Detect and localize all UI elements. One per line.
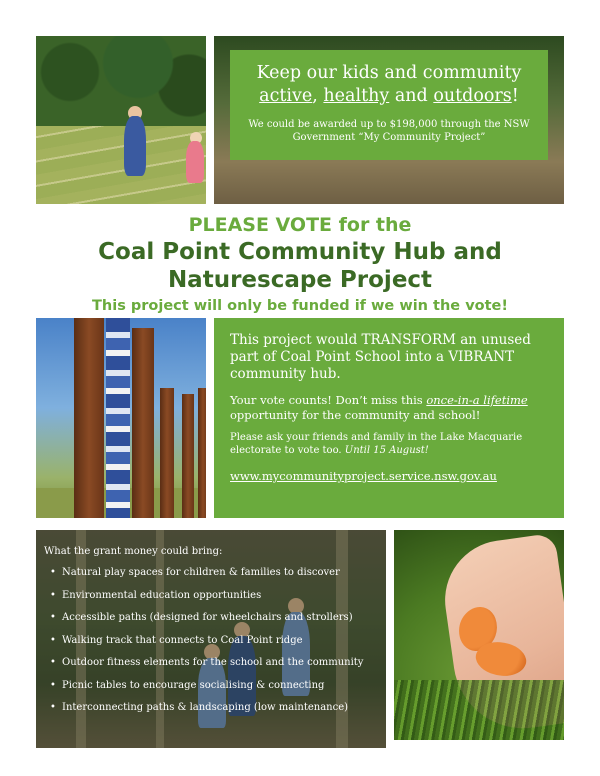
- timber-post: [198, 388, 206, 518]
- banner-sep: and: [389, 86, 434, 106]
- vote-heading: [20, 214, 580, 316]
- counts-suffix: opportunity for the community and school!: [230, 408, 481, 422]
- grant-items: [44, 567, 384, 714]
- grant-item: • Interconnecting paths & landscaping (low maintenance): [44, 702, 384, 714]
- vote-line: PLEASE VOTE for the: [188, 214, 412, 236]
- timber-post: [74, 318, 104, 518]
- funded-notice: This project will only be funded if we win the vote!: [92, 298, 508, 314]
- grant-item: • Natural play spaces for children & families to discover: [44, 567, 384, 579]
- grant-item: • Accessible paths (designed for wheelchairs and strollers): [44, 612, 384, 624]
- timber-post: [182, 394, 194, 518]
- banner-subtext: We could be awarded up to $198,000 through the NSW Government “My Community Project”: [248, 119, 530, 143]
- project-title-line1: Coal Point Community Hub and: [98, 239, 502, 265]
- transform-lead: This project would TRANSFORM an unused part of Coal Point School into a VIBRANT community hub.: [230, 332, 531, 382]
- banner-healthy: healthy: [323, 86, 390, 106]
- photo-timber-posts: [36, 318, 206, 518]
- counts-prefix: Your vote counts! Don’t miss this: [230, 393, 427, 407]
- grant-item: • Walking track that connects to Coal Point ridge: [44, 635, 384, 647]
- grant-item: • Environmental education opportunities: [44, 590, 384, 602]
- transform-box: [214, 318, 564, 518]
- grant-item: • Outdoor fitness elements for the school and the community: [44, 657, 384, 669]
- vote-website-link[interactable]: www.mycommunityproject.service.nsw.gov.au: [230, 469, 497, 483]
- banner-outdoors: outdoors: [433, 86, 512, 106]
- banner-line1: Keep our kids and community: [256, 63, 522, 83]
- timber-post: [132, 328, 154, 518]
- photo-grass: [394, 680, 564, 740]
- grant-item: • Picnic tables to encourage socialising & connecting: [44, 680, 384, 692]
- banner-end: !: [511, 86, 519, 106]
- photo-kids-running: [36, 36, 206, 204]
- photo-field: [36, 126, 206, 204]
- banner-headline: [240, 62, 538, 108]
- grant-list: [44, 546, 384, 725]
- counts-emphasis: once-in-a lifetime: [426, 393, 528, 407]
- photo-butterfly-hand: [394, 530, 564, 740]
- project-title: [20, 238, 580, 294]
- banner-active: active: [259, 86, 313, 106]
- project-title-line2: Naturescape Project: [167, 267, 433, 293]
- vote-counts-text: [230, 393, 550, 423]
- banner-garden-photo: [214, 36, 564, 204]
- ask-friends-text: [230, 431, 550, 457]
- ask-prefix: Please ask your friends and family in the Lake Macquarie electorate to vote too.: [230, 432, 523, 456]
- photo-trees: [36, 36, 206, 126]
- banner-box: [230, 50, 548, 160]
- kid-figure: [124, 116, 146, 176]
- ask-deadline: Until 15 August!: [344, 445, 429, 456]
- photo-walking-track: [36, 530, 386, 748]
- banner-sep: ,: [312, 86, 324, 106]
- timber-post: [160, 388, 174, 518]
- kid-figure: [186, 141, 204, 183]
- mosaic-tile-post: [106, 318, 130, 518]
- grant-list-title: What the grant money could bring:: [44, 546, 223, 557]
